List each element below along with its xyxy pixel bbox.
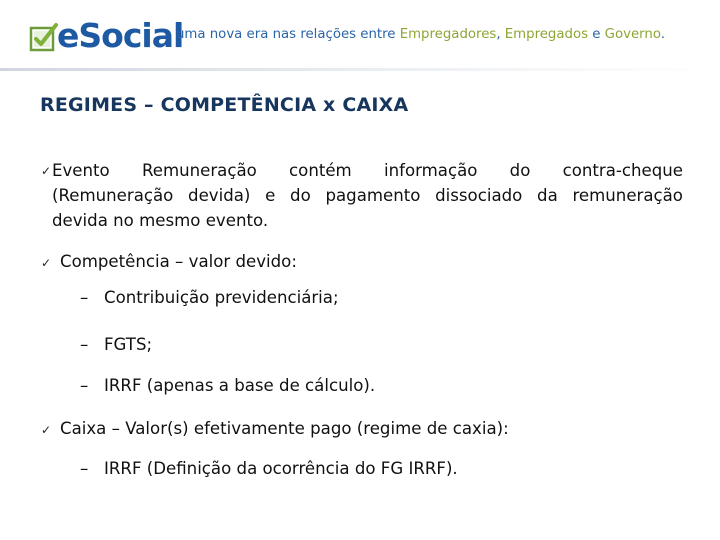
competencia-item [80,373,375,398]
header [0,0,720,72]
tagline-employers: Empregadores [399,27,497,42]
tagline-prefix: uma nova era nas relações entre [176,27,400,42]
paragraph-remuneracao [52,158,683,233]
word: contra-cheque [562,161,683,180]
check-icon: ✓ [41,423,52,437]
word: e [265,186,276,205]
tagline [176,27,665,42]
dash-icon: – [80,335,89,354]
logo-text: eSocial [57,16,184,55]
esocial-logo-mark-icon [27,22,59,54]
word: pagamento [325,186,421,205]
competencia-item [80,332,152,357]
word: (Remuneração [52,186,174,205]
caixa-item [80,456,458,481]
header-divider [0,68,720,71]
word: Evento [52,161,110,180]
dash-icon: – [80,288,89,307]
dash-icon: – [80,459,89,478]
tagline-government: Governo [604,27,661,42]
esocial-logo [27,16,184,60]
paragraph-line-1 [52,158,683,183]
item-text: IRRF (Definição da ocorrência do FG IRRF). [104,459,458,478]
tagline-sep-2: e [588,27,605,42]
word: Remuneração [141,161,257,180]
tagline-employees: Empregados [504,27,589,42]
word: do [290,186,311,205]
word: dissociado [435,186,523,205]
caixa-heading: Caixa – Valor(s) efetivamente pago (regime de caxia): [60,419,509,438]
word: informação [383,161,478,180]
paragraph-line-2 [52,183,683,208]
paragraph-line-3: devida no mesmo evento. [52,211,269,230]
tagline-end: . [660,27,665,42]
competencia-item [80,285,339,310]
word: devida) [188,186,251,205]
word: contém [289,161,352,180]
slide-title: REGIMES – COMPETÊNCIA x CAIXA [40,94,409,116]
word: remuneração [572,186,683,205]
tagline-sep-1: , [496,27,505,42]
competencia-heading: Competência – valor devido: [60,252,297,271]
word: da [537,186,558,205]
item-text: Contribuição previdenciária; [104,288,339,307]
word: do [509,161,531,180]
item-text: FGTS; [104,335,153,354]
dash-icon: – [80,376,89,395]
item-text: IRRF (apenas a base de cálculo). [104,376,376,395]
check-icon: ✓ [41,256,52,270]
check-icon: ✓ [41,164,52,178]
